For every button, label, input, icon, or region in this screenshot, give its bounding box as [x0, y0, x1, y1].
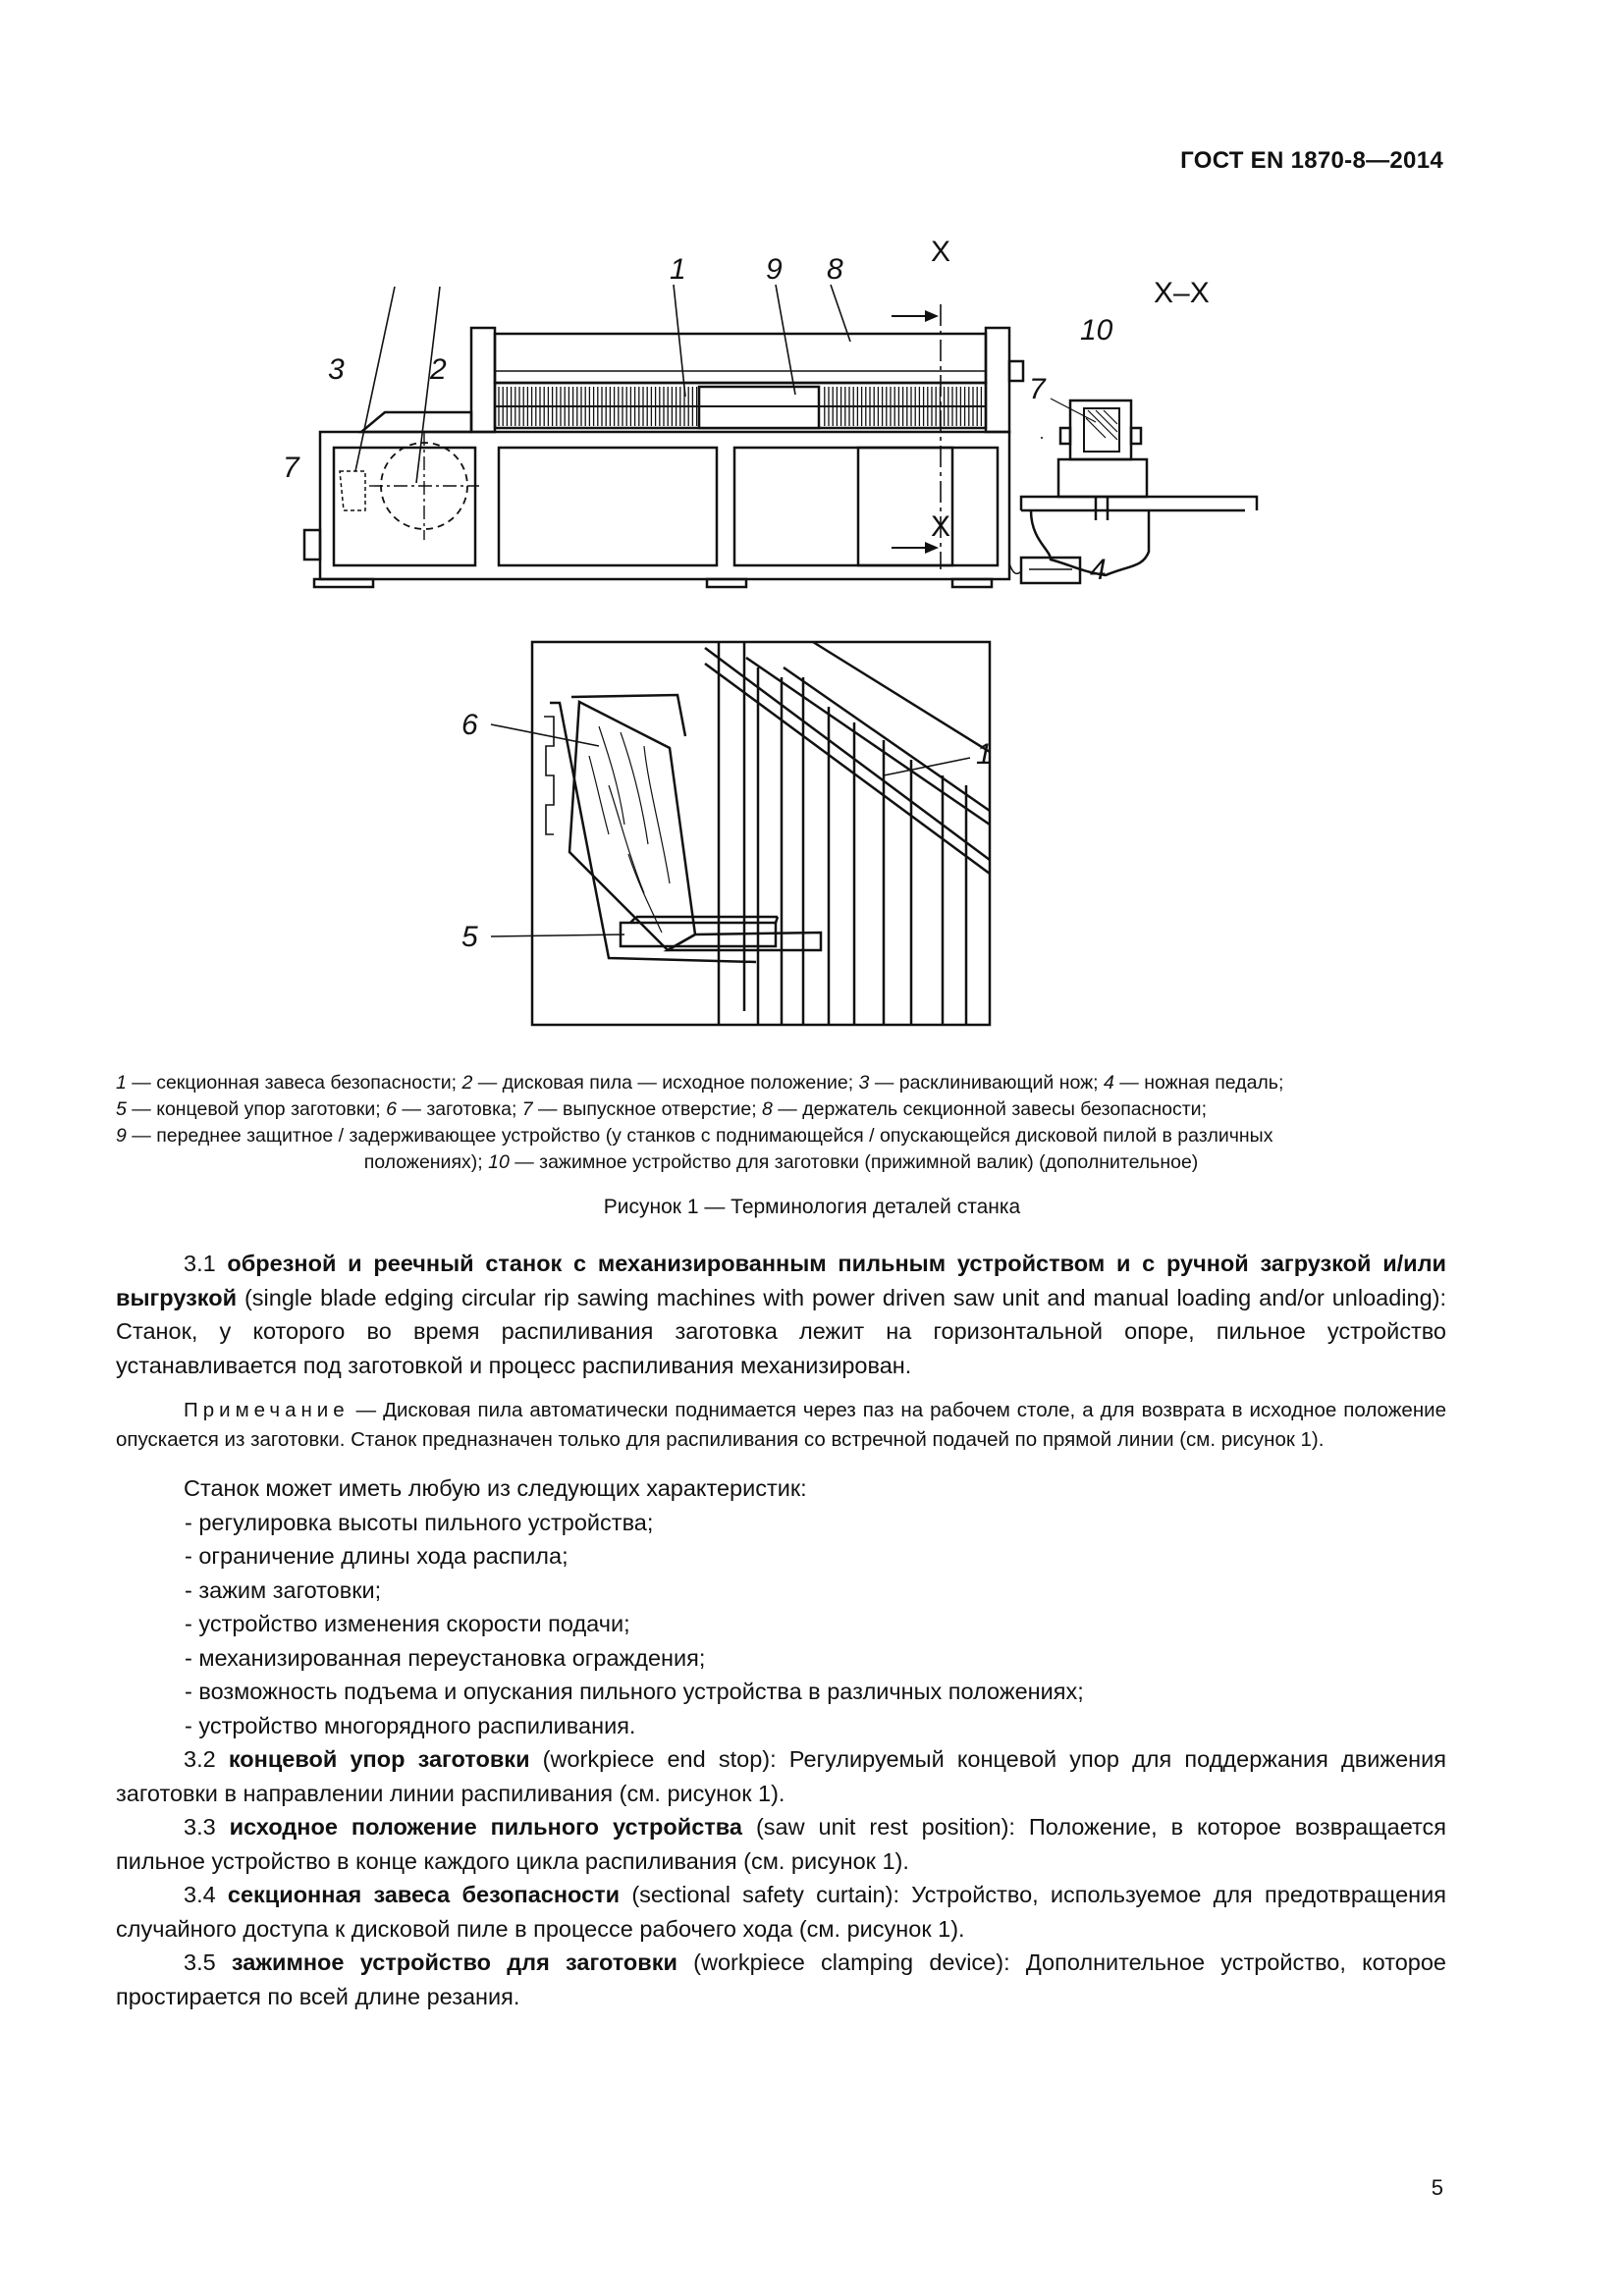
legend-line: 1 — секционная завеса безопасности; 2 — дисковая пила — исходное положение; 3 — расклинивающий нож; 4 — ножная педаль; — [116, 1072, 1284, 1094]
section-mark-x-bottom: X — [931, 510, 951, 543]
callout-4: 4 — [1090, 554, 1107, 586]
callout-1-top: 1 — [670, 253, 686, 286]
characteristics-intro: Станок может иметь любую из следующих характеристик: — [184, 1475, 807, 1501]
legend-line: 9 — переднее защитное / задерживающее устройство (у станков с поднимающейся / опускающейся дисковой пилой в различных — [116, 1125, 1273, 1147]
characteristics-list — [116, 1506, 1446, 1743]
paragraph-3-5: 3.5 зажимное устройство для заготовки (workpiece clamping device): Дополнительное устройство, которое простирается по всей длине резания. — [116, 1949, 1446, 2009]
machine-side-view-drawing — [275, 226, 1296, 599]
callout-3: 3 — [328, 353, 345, 386]
paragraph-3-1: 3.1 обрезной и реечный станок с механизированным пильным устройством и с ручной загрузкой и/или выгрузкой (single blade edging circular rip sawing machines with power driven saw unit and manual loading and/or unloading): Станок, у которого во время распиливания заготовка лежит на горизонтальной опоре, пильное устройство устанавливается под заготовкой и процесс распиливания механизирован. — [116, 1251, 1446, 1378]
paragraph-3-3: 3.3 исходное положение пильного устройства (saw unit rest position): Положение, в которое возвращается пильное устройство в конце каждого цикла распиливания (см. рисунок 1). — [116, 1814, 1446, 1874]
note: Примечание — Дисковая пила автоматически поднимается через паз на рабочем столе, а для возврата в исходное положение опускается из заготовки. Станок предназначен только для распиливания со встречной подачей по прямой линии (см. рисунок 1). — [116, 1399, 1446, 1451]
callout-10: 10 — [1080, 314, 1113, 347]
callout-5: 5 — [461, 921, 478, 953]
legend-line: 5 — концевой упор заготовки; 6 — заготовка; 7 — выпускное отверстие; 8 — держатель секционной завесы безопасности; — [116, 1098, 1207, 1120]
callout-7-left: 7 — [283, 452, 299, 484]
callout-8: 8 — [827, 253, 843, 286]
figure-legend — [116, 1070, 1446, 1176]
page-number: 5 — [1431, 2175, 1443, 2200]
paragraph-3-2: 3.2 концевой упор заготовки (workpiece end stop): Регулируемый концевой упор для поддержания движения заготовки в направлении линии распиливания (см. рисунок 1). — [116, 1746, 1446, 1806]
list-item: - устройство многорядного распиливания. — [185, 1712, 636, 1738]
callout-9: 9 — [766, 253, 783, 286]
paragraph-3-4: 3.4 секционная завеса безопасности (sectional safety curtain): Устройство, используемое для предотвращения случайного доступа к дисковой пиле в процессе рабочего хода (см. рисунок 1). — [116, 1882, 1446, 1942]
legend-line: положениях); 10 — зажимное устройство для заготовки (прижимной валик) (дополнительное) — [363, 1151, 1199, 1173]
list-item: - механизированная переустановка ограждения; — [185, 1644, 706, 1671]
section-mark-x-top: X — [931, 236, 951, 268]
list-item: - регулировка высоты пильного устройства; — [185, 1509, 654, 1535]
callout-1-bottom: 1 — [976, 738, 993, 771]
list-item: - устройство изменения скорости подачи; — [185, 1611, 630, 1636]
callout-2: 2 — [430, 353, 447, 386]
machine-perspective-drawing — [452, 638, 1041, 1050]
section-label: X–X — [1154, 277, 1210, 309]
document-code: ГОСТ EN 1870-8—2014 — [1180, 147, 1443, 174]
callout-7-right: 7 — [1029, 373, 1046, 405]
list-item: - зажим заготовки; — [185, 1576, 382, 1603]
list-item: - возможность подъема и опускания пильного устройства в различных положениях; — [185, 1679, 1084, 1704]
figure-caption: Рисунок 1 — Терминология деталей станка — [603, 1196, 1021, 1218]
callout-6: 6 — [461, 709, 478, 741]
list-item: - ограничение длины хода распила; — [185, 1543, 568, 1569]
document-body — [116, 1247, 1446, 2013]
